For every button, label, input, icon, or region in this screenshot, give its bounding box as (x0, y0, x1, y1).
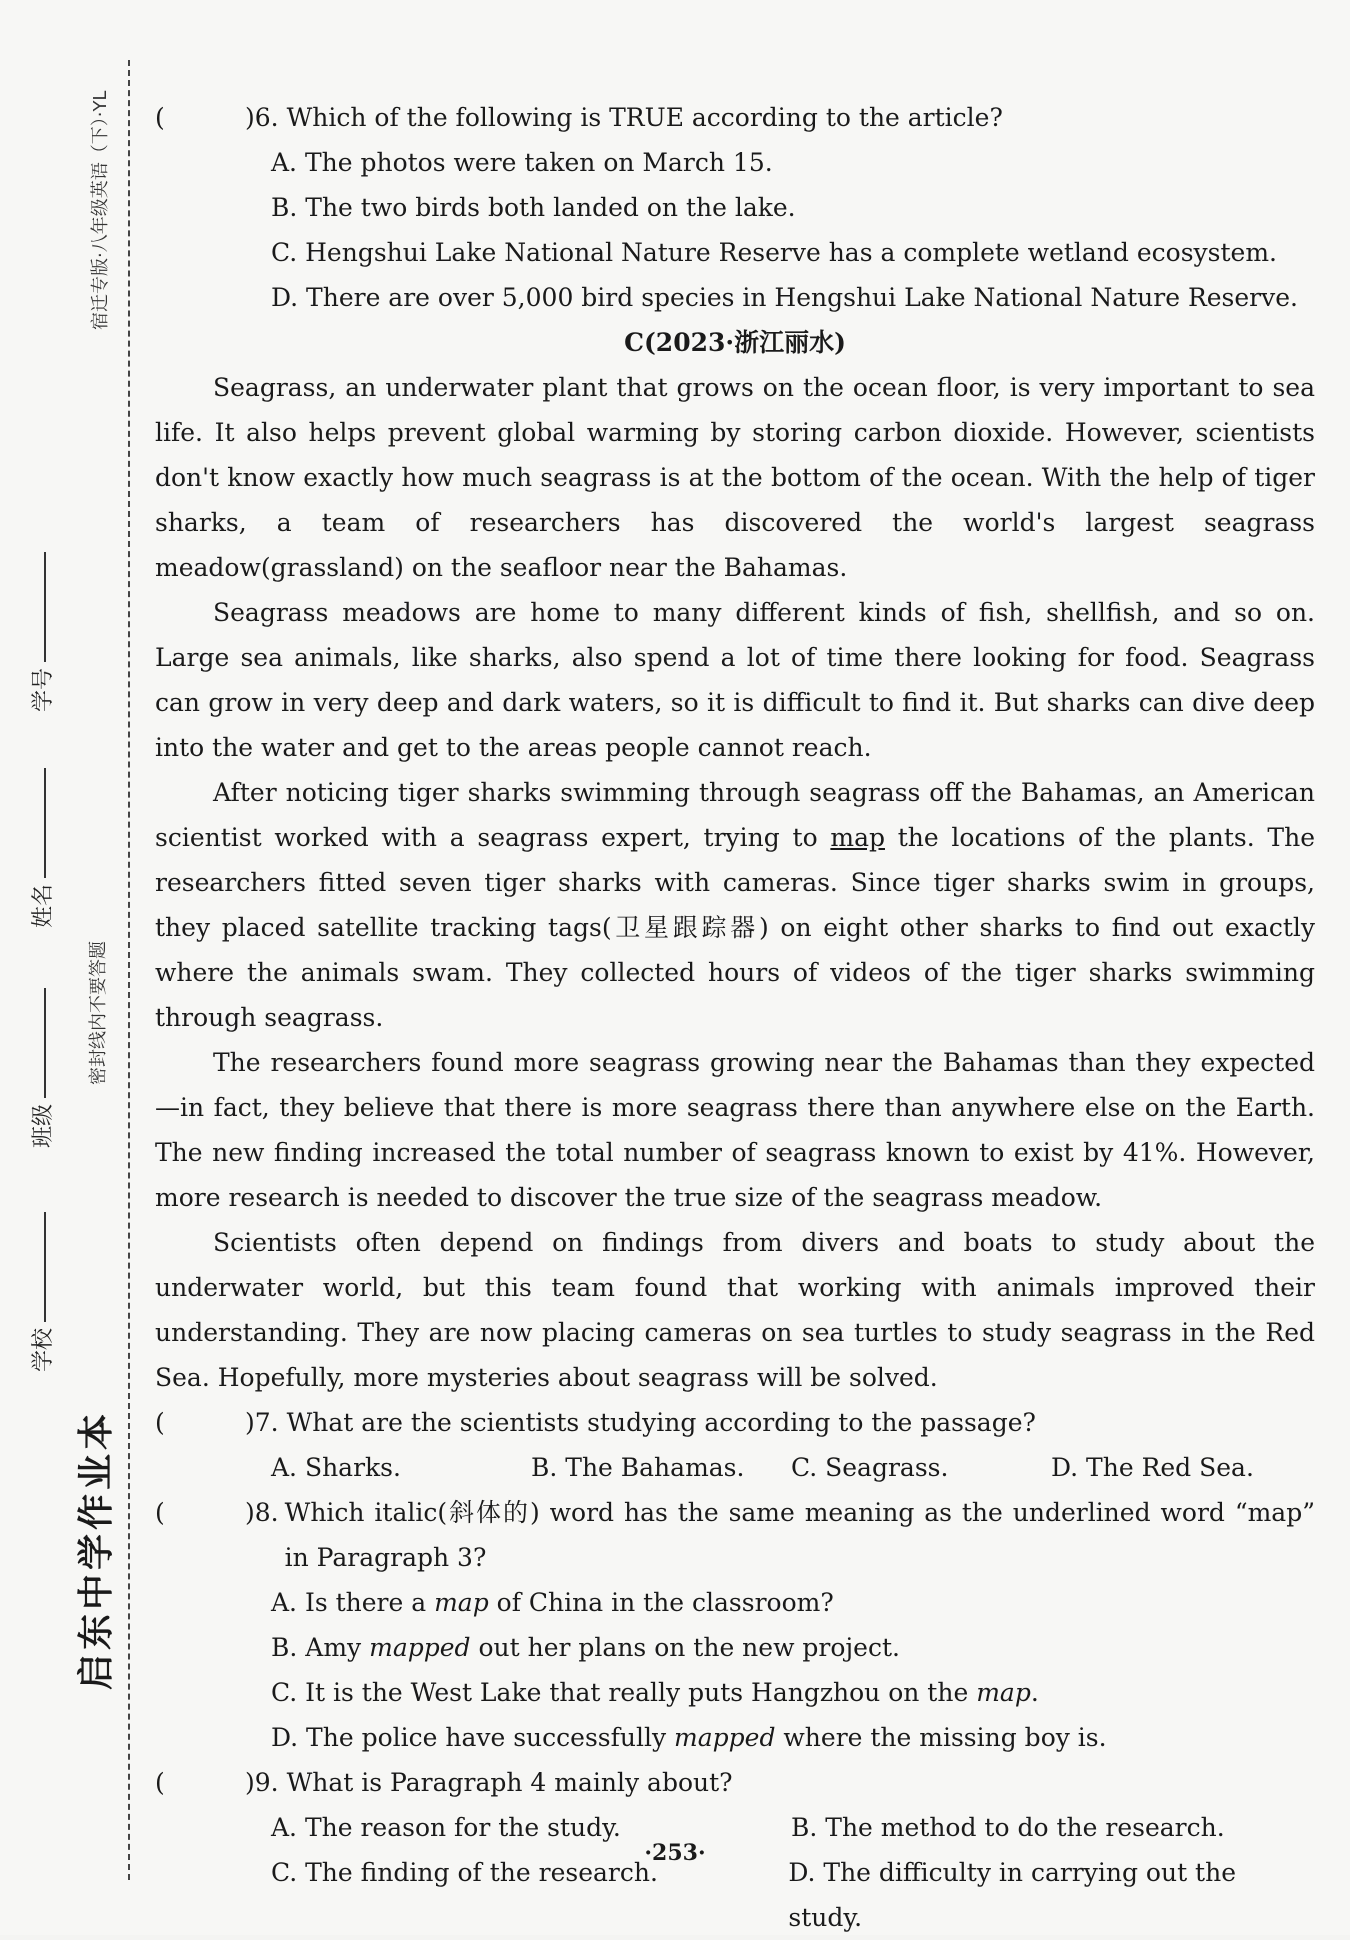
q6-option-b: B. The two birds both landed on the lake. (271, 193, 796, 222)
answer-close-7: ) (245, 1408, 255, 1437)
italic-word: mapped (369, 1633, 471, 1662)
edition-label: 宿迁专版·八年级英语（下）·YL (90, 90, 111, 330)
underlined-word-map: map (830, 823, 885, 852)
italic-word: map (434, 1588, 489, 1617)
answer-blank-6[interactable]: ( (155, 103, 165, 132)
q7-option-a: A. Sharks. (271, 1453, 401, 1482)
q6-option-c: C. Hengshui Lake National Nature Reserve has a complete wetland ecosystem. (271, 238, 1277, 267)
paragraph-2: Seagrass meadows are home to many different kinds of fish, shellfish, and so on. Large sea animals, like sharks, also spend a lot of time there looking for food. Seagrass can grow in very deep and dark waters, so it is difficult to find it. But sharks can dive deep into the water and get to the areas people cannot reach. (155, 598, 1315, 762)
class-blank[interactable] (42, 988, 46, 1098)
question-text: Which of the following is TRUE according to the article? (286, 103, 1003, 132)
q6-option-d: D. There are over 5,000 bird species in Hengshui Lake National Nature Reserve. (271, 283, 1299, 312)
q8-option-d: D. The police have successfully mapped where the missing boy is. (271, 1723, 1107, 1752)
answer-blank-7[interactable]: ( (155, 1408, 165, 1437)
question-number: 6. (254, 103, 279, 132)
question-number: 9. (254, 1768, 279, 1797)
name-blank[interactable] (42, 768, 46, 878)
school-label: 学校 (31, 1327, 56, 1372)
q9-option-a: A. The reason for the study. (271, 1813, 621, 1842)
paragraph-5: Scientists often depend on findings from divers and boats to study about the underwater world, but this team found that working with animals improved their understanding. They are now placing cameras on sea turtles to study seagrass in the Red Sea. Hopefully, more mysteries about seagrass will be solved. (155, 1228, 1315, 1392)
q8-option-c: C. It is the West Lake that really puts Hangzhou on the map. (271, 1678, 1039, 1707)
answer-close-8: ) (245, 1498, 255, 1527)
brand-title: 启东中学作业本 (76, 1409, 117, 1690)
q8-option-b: B. Amy mapped out her plans on the new project. (271, 1633, 900, 1662)
student-id-blank[interactable] (42, 552, 46, 662)
answer-blank-9[interactable]: ( (155, 1768, 165, 1797)
q7-option-d: D. The Red Sea. (1051, 1453, 1254, 1482)
page-number: ·253· (644, 1840, 706, 1866)
class-label: 班级 (31, 1103, 56, 1148)
question-9 (155, 1760, 1315, 1805)
seal-note: 密封线内不要答题 (88, 941, 109, 1085)
question-text: Which italic(斜体的) word has the same meaning as the underlined word “map” in Paragraph 3? (284, 1498, 1315, 1572)
q6-option-a: A. The photos were taken on March 15. (271, 148, 773, 177)
question-6 (155, 95, 1315, 140)
main-content (155, 95, 1315, 1940)
q7-options (155, 1445, 1315, 1490)
question-8 (155, 1490, 1315, 1580)
q8-option-a: A. Is there a map of China in the classroom? (271, 1588, 834, 1617)
italic-word: map (976, 1678, 1031, 1707)
student-id-field[interactable] (26, 552, 57, 712)
paragraph-1: Seagrass, an underwater plant that grows on the ocean floor, is very important to sea life. It also helps prevent global warming by storing carbon dioxide. However, scientists don't know exactly how much seagrass is at the bottom of the ocean. With the help of tiger sharks, a team of researchers has discovered the world's largest seagrass meadow(grassland) on the seafloor near the Bahamas. (155, 373, 1315, 582)
binding-margin (0, 0, 140, 1935)
name-field[interactable] (26, 768, 57, 928)
answer-close-6: ) (245, 103, 255, 132)
question-number: 7. (254, 1408, 279, 1437)
seal-dash-line (128, 60, 130, 1880)
paragraph-3-end: the locations of the plants. The researchers fitted seven tiger sharks with cameras. Since tiger sharks swim in groups, they placed satellite tracking tags(卫星跟踪器) on eight other sharks to find out exactly where the animals swam. They collected hours of videos of the tiger sharks swimming through seagrass. (155, 823, 1316, 1032)
paragraph-4: The researchers found more seagrass growing near the Bahamas than they expected—in fact, they believe that there is more seagrass there than anywhere else on the Earth. The new finding increased the total number of seagrass known to exist by 41%. However, more research is needed to discover the true size of the seagrass meadow. (155, 1048, 1315, 1212)
section-c-title: C(2023·浙江丽水) (624, 328, 846, 357)
q7-option-c: C. Seagrass. (791, 1453, 949, 1482)
q7-option-b: B. The Bahamas. (531, 1453, 745, 1482)
q9-option-b: B. The method to do the research. (791, 1813, 1225, 1842)
answer-close-9: ) (245, 1768, 255, 1797)
answer-blank-8[interactable]: ( (155, 1498, 165, 1527)
question-7 (155, 1400, 1315, 1445)
question-text: What are the scientists studying according to the passage? (286, 1408, 1036, 1437)
student-id-label: 学号 (31, 667, 56, 712)
q9-option-c: C. The finding of the research. (271, 1858, 658, 1887)
school-blank[interactable] (42, 1212, 46, 1322)
school-field[interactable] (26, 1212, 57, 1372)
italic-word: mapped (674, 1723, 776, 1752)
question-text: What is Paragraph 4 mainly about? (286, 1768, 733, 1797)
question-number: 8. (254, 1498, 279, 1527)
paragraph-3-start: After noticing tiger sharks swimming through seagrass off the Bahamas, an American scientist worked with a seagrass expert, trying to (155, 778, 1315, 852)
q9-option-d: D. The difficulty in carrying out the study. (788, 1858, 1237, 1932)
paragraph-3 (155, 770, 1315, 1040)
class-field[interactable] (26, 988, 57, 1148)
name-label: 姓名 (31, 883, 56, 928)
